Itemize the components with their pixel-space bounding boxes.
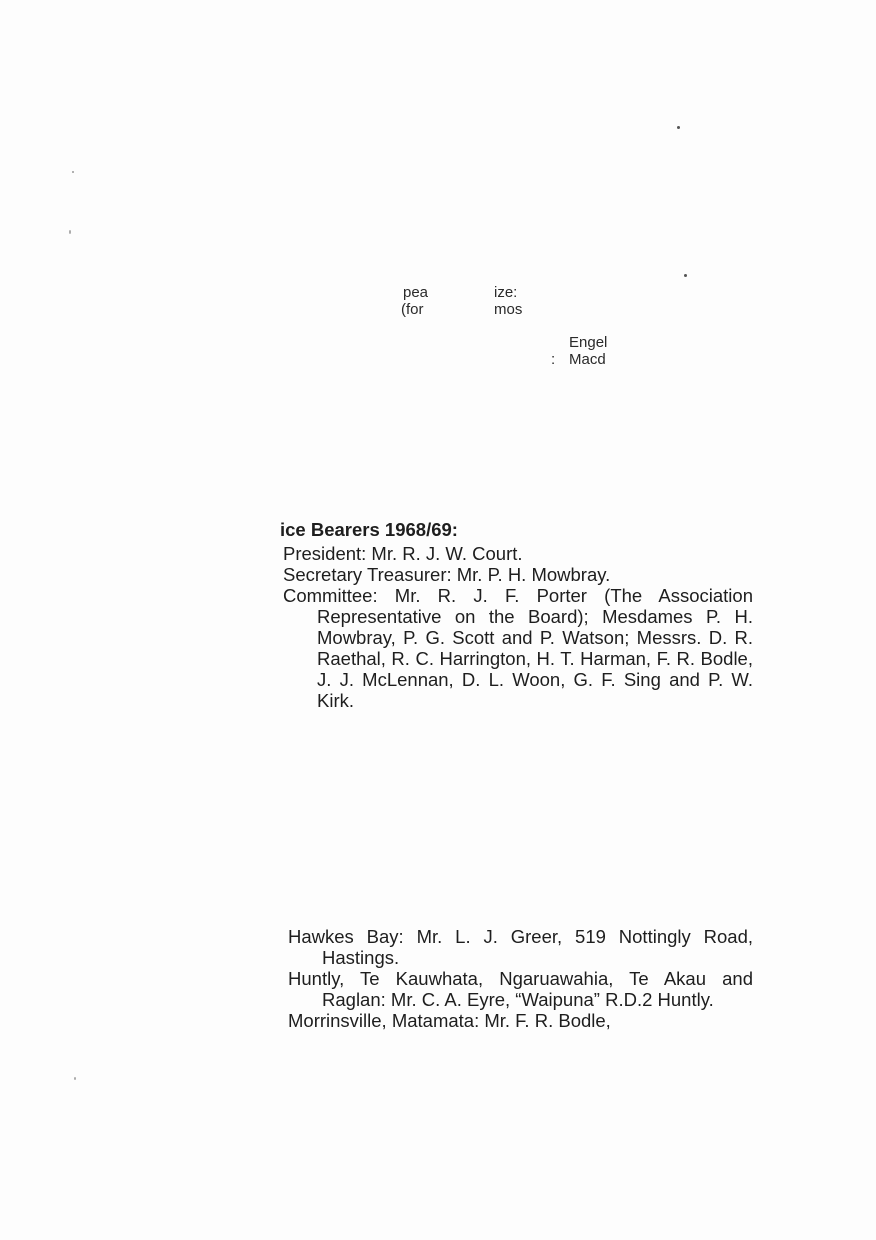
text-fragment: Macd [569, 351, 606, 368]
text-fragment: : [551, 351, 556, 368]
huntly-entry: Huntly, Te Kauwhata, Ngaruawahia, Te Akau and Raglan: Mr. C. A. Eyre, “Waipuna” R.D.2 Huntly. [288, 968, 753, 1010]
morrinsville-entry: Morrinsville, Matamata: Mr. F. R. Bodle, [288, 1010, 611, 1031]
scan-speck [684, 274, 687, 277]
committee-entry: Committee: Mr. R. J. F. Porter (The Association Representative on the Board); Mesdames P. H. Mowbray, P. G. Scott and P. Watson; Messrs. D. R. Raethal, R. C. Harrington, H. T. Harman, F. R. Bodle, J. J. McLennan, D. L. Woon, G. F. Sing and P. W. Kirk. [283, 585, 753, 711]
office-bearers-section [280, 519, 753, 711]
district-contacts-section [288, 926, 753, 1031]
office-bearers-heading: ice Bearers 1968/69: [280, 519, 458, 540]
text-fragment: pea [403, 284, 429, 301]
scan-speck [72, 171, 74, 173]
scan-speck [677, 126, 680, 129]
president-entry: President: Mr. R. J. W. Court. [283, 543, 523, 564]
text-fragment: mos [494, 301, 523, 318]
secretary-entry: Secretary Treasurer: Mr. P. H. Mowbray. [283, 564, 611, 585]
scan-speck [69, 230, 71, 234]
hawkes-bay-entry: Hawkes Bay: Mr. L. J. Greer, 519 Nottingly Road, Hastings. [288, 926, 753, 968]
text-fragment: (for [401, 301, 424, 318]
scan-speck [74, 1077, 76, 1080]
text-fragment: ize: [494, 284, 518, 301]
text-fragment: Engel [569, 334, 608, 351]
